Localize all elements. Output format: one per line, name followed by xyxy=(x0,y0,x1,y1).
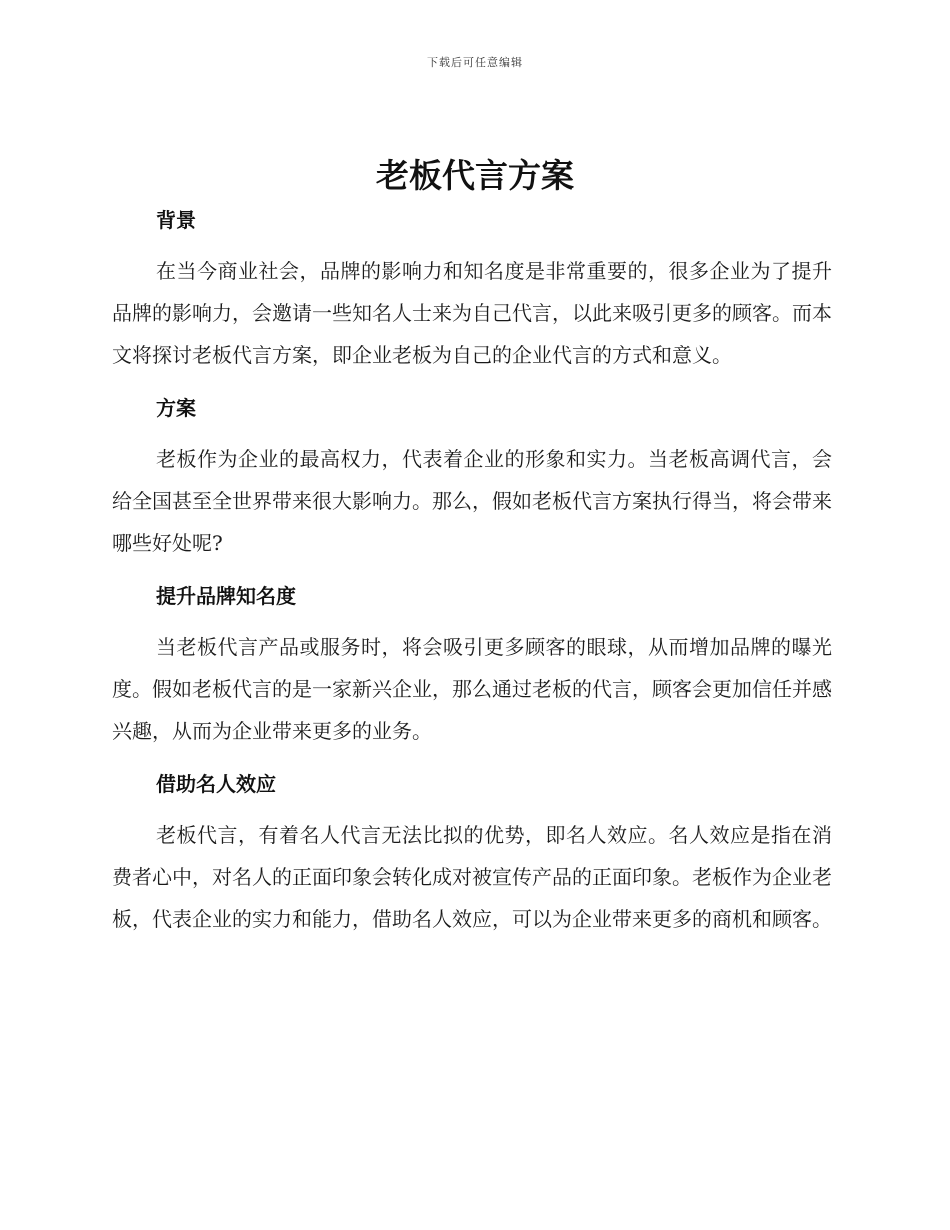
section-heading: 提升品牌知名度 xyxy=(156,584,296,608)
section-background xyxy=(112,200,832,376)
section-celebrity-effect xyxy=(112,764,832,940)
document-title: 老板代言方案 xyxy=(376,156,574,195)
header-note: 下载后可任意编辑 xyxy=(427,56,523,69)
section-heading: 借助名人效应 xyxy=(156,772,276,796)
section-paragraph: 当老板代言产品或服务时，将会吸引更多顾客的眼球，从而增加品牌的曝光度。假如老板代言的是一家新兴企业，那么通过老板的代言，顾客会更加信任并感兴趣，从而为企业带来更多的业务。 xyxy=(112,635,832,743)
section-plan xyxy=(112,388,832,564)
section-paragraph: 在当今商业社会，品牌的影响力和知名度是非常重要的，很多企业为了提升品牌的影响力，会邀请一些知名人士来为自己代言，以此来吸引更多的顾客。而本文将探讨老板代言方案，即企业老板为自己的企业代言的方式和意义。 xyxy=(112,259,832,367)
section-heading: 背景 xyxy=(156,208,196,232)
section-heading: 方案 xyxy=(156,396,196,420)
section-brand-awareness xyxy=(112,576,832,752)
section-paragraph: 老板代言，有着名人代言无法比拟的优势，即名人效应。名人效应是指在消费者心中，对名人的正面印象会转化成对被宣传产品的正面印象。老板作为企业老板，代表企业的实力和能力，借助名人效应，可以为企业带来更多的商机和顾客。 xyxy=(112,823,832,931)
section-paragraph: 老板作为企业的最高权力，代表着企业的形象和实力。当老板高调代言，会给全国甚至全世界带来很大影响力。那么，假如老板代言方案执行得当，将会带来哪些好处呢? xyxy=(112,447,832,555)
document-body xyxy=(112,200,832,952)
